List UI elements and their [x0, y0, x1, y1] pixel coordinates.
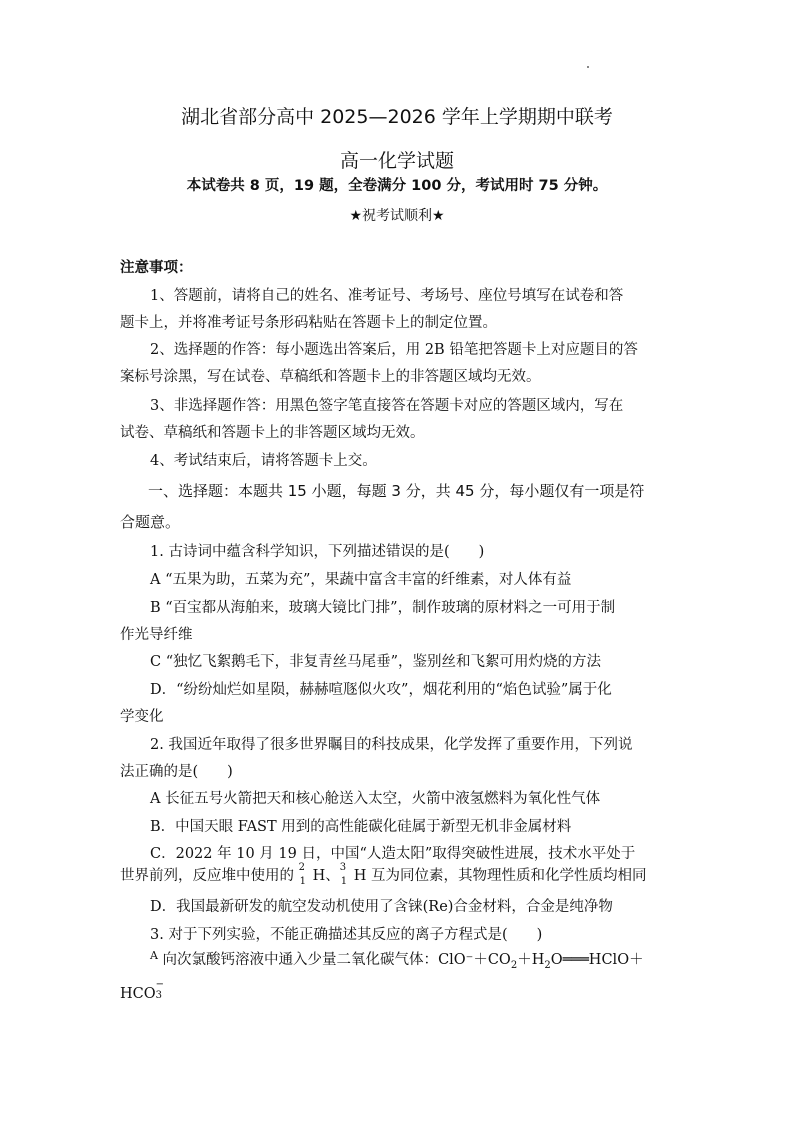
scan-dot — [587, 66, 589, 68]
note-4: 4、考试结束后，请将答题卡上交。 — [150, 453, 377, 469]
isotope-separator: 、 — [325, 868, 340, 884]
note-3-line-1: 3、非选择题作答：用黑色签字笔直接答在答题卡对应的答题区域内，写在 — [150, 398, 624, 414]
section-heading-line-1: 一、选择题：本题共 15 小题，每题 3 分，共 45 分，每小题仅有一项是符 — [148, 482, 645, 500]
q3-option-a — [150, 950, 644, 976]
section-heading-line-2: 合题意。 — [120, 513, 181, 531]
q2-option-b: B．中国天眼 FAST 用到的高性能碳化硅属于新型无机非金属材料 — [150, 819, 572, 835]
q3-eq-part-3: O═══HClO＋ — [550, 952, 644, 968]
isotope-h2 — [298, 860, 313, 887]
exam-subtitle: 高一化学试题 — [339, 150, 454, 172]
q1-stem: 1. 古诗词中蕴含科学知识，下列描述错误的是( ) — [150, 544, 485, 560]
q3-option-a-cont — [120, 978, 164, 1004]
isotope-h3 — [339, 860, 354, 887]
q3-option-a-text: 向次氯酸钙溶液中通入少量二氧化碳气体： — [157, 952, 439, 968]
q1-option-d-line-1: D．“纷纷灿烂如星陨，赫赫喧豗似火攻”，烟花利用的“焰色试验”属于化 — [150, 682, 612, 698]
isotope-h3-symbol: H — [353, 868, 367, 884]
exam-info: 本试卷共 8 页，19 题，全卷满分 100 分，考试用时 75 分钟。 — [186, 178, 608, 194]
q3-option-a-label: A — [150, 949, 158, 962]
isotope-h2-number: 1 — [299, 876, 306, 887]
isotope-h3-number: 1 — [340, 876, 348, 887]
notes-heading: 注意事项： — [120, 260, 193, 276]
q3-hco3-indices — [155, 978, 165, 1001]
q2-stem-line-2: 法正确的是( ) — [120, 764, 233, 780]
q2-c2-post: 互为同位素，其物理性质和化学性质均相同 — [366, 868, 647, 884]
q3-hco3-sub: 3 — [155, 990, 163, 1001]
note-1-line-1: 1、答题前，请将自己的姓名、准考证号、考场号、座位号填写在试卷和答 — [150, 288, 624, 304]
q2-option-a: A 长征五号火箭把天和核心舱送入太空，火箭中液氢燃料为氧化性气体 — [150, 791, 601, 807]
q1-option-d-line-2: 学变化 — [120, 709, 164, 725]
note-1-line-2: 题卡上，并将准考证号条形码粘贴在答题卡上的制定位置。 — [120, 315, 497, 331]
q2-stem-line-1: 2. 我国近年取得了很多世界瞩目的科技成果，化学发挥了重要作用，下列说 — [150, 737, 633, 753]
q3-eq-part-2: ＋H — [517, 952, 545, 968]
note-3-line-2: 试卷、草稿纸和答题卡上的非答题区域均无效。 — [120, 425, 425, 441]
note-2-line-1: 2、选择题的作答：每小题选出答案后，用 2B 铅笔把答题卡上对应题目的答 — [150, 342, 638, 358]
q3-eq-sub-2: 2 — [544, 959, 551, 971]
q2-c2-pre: 世界前列，反应堆中使用的 — [120, 868, 299, 884]
q2-option-c-line-1: C．2022 年 10 月 19 日，中国“人造太阳”取得突破性进展，技术水平处于 — [150, 846, 636, 862]
isotope-h2-symbol: H — [312, 868, 326, 884]
isotope-h2-mass: 2 — [298, 862, 305, 873]
q3-stem: 3. 对于下列实验，不能正确描述其反应的离子方程式是( ) — [150, 927, 543, 943]
q2-option-c-line-2 — [120, 860, 647, 886]
isotope-h3-mass: 3 — [339, 862, 347, 873]
q1-option-c: C “独忆飞絮鹅毛下，非复青丝马尾垂”，鉴别丝和飞絮可用灼烧的方法 — [150, 654, 602, 670]
q2-option-d: D．我国最新研发的航空发动机使用了含铼(Re)合金材料，合金是纯净物 — [150, 899, 613, 915]
q1-option-b-line-1: B “百宝都从海舶来，玻璃大镜比门排”，制作玻璃的原材料之一可用于制 — [150, 600, 616, 616]
q3-eq-part-1: ClO⁻＋CO — [438, 952, 511, 968]
note-2-line-2: 案标号涂黑，写在试卷、草稿纸和答题卡上的非答题区域均无效。 — [120, 369, 541, 385]
q3-hco3-charge: − — [155, 979, 165, 990]
exam-wish: ★祝考试顺利★ — [349, 208, 445, 224]
q3-hco3: HCO — [120, 986, 156, 1002]
exam-title: 湖北省部分高中 2025—2026 学年上学期期中联考 — [181, 106, 613, 128]
q1-option-a: A “五果为助，五菜为充”，果蔬中富含丰富的纤维素，对人体有益 — [150, 572, 572, 588]
q1-option-b-line-2: 作光导纤维 — [120, 627, 193, 643]
q3-eq-sub-1: 2 — [510, 959, 518, 971]
